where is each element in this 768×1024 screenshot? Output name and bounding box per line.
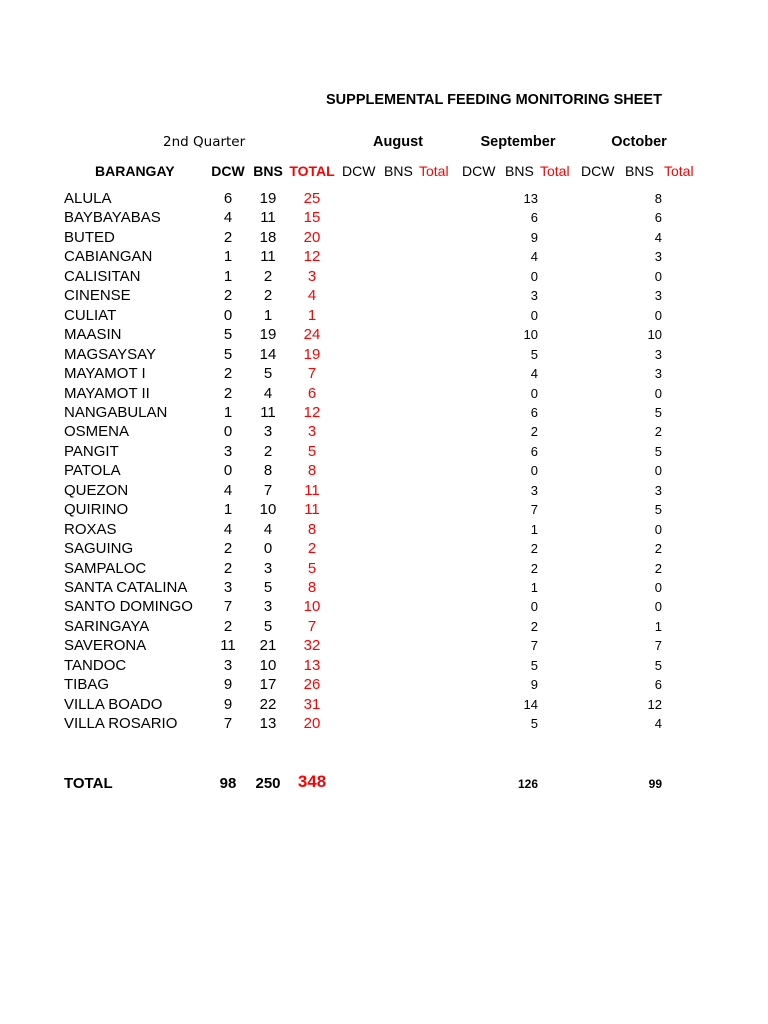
totals-september: 126 — [517, 777, 538, 791]
total-value: 5 — [307, 559, 317, 577]
totals-label: TOTAL — [64, 775, 113, 792]
october-total-value: 0 — [654, 599, 662, 615]
quarter-label: 2nd Quarter — [163, 134, 246, 150]
bns-value: 2 — [263, 442, 273, 460]
september-total-value: 3 — [530, 288, 538, 304]
table-row — [0, 325, 768, 344]
total-value: 8 — [307, 520, 317, 538]
total-value: 10 — [303, 598, 321, 616]
barangay-name: MAYAMOT I — [64, 365, 146, 383]
september-total-value: 6 — [530, 404, 538, 420]
barangay-name: TANDOC — [64, 656, 127, 674]
september-total-value: 2 — [530, 424, 538, 440]
october-total-value: 3 — [654, 366, 662, 382]
barangay-name: CINENSE — [64, 287, 131, 305]
october-total-value: 5 — [654, 502, 662, 518]
bns-value: 1 — [263, 306, 273, 324]
header-august-dcw: DCW — [342, 163, 376, 179]
bns-value: 10 — [259, 501, 277, 519]
september-total-value: 3 — [530, 482, 538, 498]
totals-october: 99 — [648, 777, 662, 791]
dcw-value: 2 — [223, 540, 233, 558]
totals-dcw: 98 — [219, 775, 237, 792]
september-total-value: 7 — [530, 638, 538, 654]
october-total-value: 7 — [654, 638, 662, 654]
october-total-value: 2 — [654, 424, 662, 440]
dcw-value: 4 — [223, 481, 233, 499]
dcw-value: 7 — [223, 715, 233, 733]
september-total-value: 1 — [530, 580, 538, 595]
september-total-value: 2 — [530, 618, 538, 634]
total-value: 11 — [304, 481, 320, 499]
table-row — [0, 656, 768, 675]
october-total-value: 6 — [654, 210, 662, 226]
september-total-value: 6 — [530, 210, 538, 226]
dcw-value: 2 — [223, 559, 233, 577]
table-row — [0, 422, 768, 441]
bns-value: 0 — [263, 540, 273, 558]
dcw-value: 4 — [223, 209, 233, 227]
bns-value: 11 — [260, 403, 276, 421]
dcw-value: 0 — [223, 423, 233, 441]
october-total-value: 5 — [654, 443, 662, 459]
barangay-name: SAMPALOC — [64, 559, 147, 577]
september-total-value: 14 — [523, 696, 538, 712]
bns-value: 18 — [259, 228, 277, 246]
month-august: August — [373, 134, 423, 150]
dcw-value: 3 — [223, 579, 233, 596]
barangay-name: MAGSAYSAY — [64, 345, 156, 363]
barangay-name: SAGUING — [64, 540, 134, 558]
dcw-value: 1 — [223, 267, 233, 285]
dcw-value: 5 — [223, 345, 233, 363]
october-total-value: 3 — [654, 249, 662, 265]
barangay-name: CULIAT — [64, 306, 117, 324]
barangay-name: NANGABULAN — [64, 403, 168, 421]
barangay-name: PANGIT — [64, 442, 119, 460]
october-total-value: 1 — [654, 618, 662, 634]
dcw-value: 0 — [223, 462, 233, 480]
october-total-value: 5 — [654, 404, 662, 420]
september-total-value: 7 — [530, 502, 538, 518]
header-august-bns: BNS — [384, 163, 413, 179]
september-total-value: 10 — [523, 327, 538, 343]
table-row — [0, 714, 768, 733]
bns-value: 17 — [259, 676, 277, 694]
october-total-value: 0 — [654, 268, 662, 284]
total-value: 12 — [303, 248, 321, 266]
month-october: October — [611, 134, 667, 150]
table-row — [0, 500, 768, 519]
september-total-value: 2 — [530, 541, 538, 557]
dcw-value: 0 — [223, 306, 233, 324]
bns-value: 8 — [263, 462, 273, 480]
table-row — [0, 286, 768, 305]
barangay-name: VILLA ROSARIO — [64, 715, 178, 733]
dcw-value: 3 — [223, 442, 233, 460]
dcw-value: 2 — [223, 287, 233, 305]
total-value: 15 — [303, 209, 321, 227]
september-total-value: 9 — [530, 229, 538, 245]
dcw-value: 1 — [223, 403, 233, 421]
october-total-value: 3 — [654, 482, 662, 498]
dcw-value: 9 — [223, 695, 233, 713]
october-total-value: 0 — [654, 580, 662, 595]
bns-value: 5 — [263, 617, 273, 635]
table-row — [0, 442, 768, 461]
table-row — [0, 481, 768, 500]
october-total-value: 10 — [647, 327, 662, 343]
october-total-value: 3 — [654, 288, 662, 304]
dcw-value: 1 — [223, 501, 233, 519]
barangay-name: CALISITAN — [64, 267, 141, 285]
bns-value: 10 — [259, 656, 277, 674]
barangay-name: ALULA — [64, 190, 112, 207]
bns-value: 21 — [259, 637, 277, 655]
september-total-value: 0 — [530, 463, 538, 479]
october-total-value: 3 — [654, 346, 662, 362]
table-row — [0, 617, 768, 636]
total-value: 20 — [303, 228, 321, 246]
total-value: 24 — [303, 326, 321, 344]
table-row — [0, 559, 768, 578]
barangay-name: MAYAMOT II — [64, 384, 150, 402]
dcw-value: 1 — [223, 248, 233, 266]
header-october-dcw: DCW — [581, 163, 615, 179]
total-value: 3 — [307, 423, 317, 441]
header-october-bns: BNS — [625, 163, 654, 179]
total-value: 32 — [303, 637, 321, 655]
dcw-value: 4 — [223, 520, 233, 538]
table-row — [0, 228, 768, 247]
table-row — [0, 578, 768, 597]
table-row — [0, 306, 768, 325]
bns-value: 3 — [263, 559, 273, 577]
bns-value: 2 — [263, 287, 273, 305]
barangay-name: CABIANGAN — [64, 248, 153, 266]
october-total-value: 2 — [654, 541, 662, 557]
bns-value: 4 — [263, 520, 273, 538]
dcw-value: 7 — [223, 598, 233, 616]
total-value: 20 — [303, 715, 321, 733]
total-value: 8 — [307, 579, 317, 596]
table-row — [0, 208, 768, 227]
bns-value: 22 — [259, 695, 277, 713]
total-value: 4 — [307, 287, 317, 305]
october-total-value: 12 — [647, 696, 662, 712]
total-value: 8 — [307, 462, 317, 480]
table-row — [0, 461, 768, 480]
table-row — [0, 403, 768, 422]
september-total-value: 5 — [530, 716, 538, 732]
october-total-value: 4 — [654, 716, 662, 732]
header-total: TOTAL — [289, 163, 335, 179]
total-value: 26 — [303, 676, 321, 694]
bns-value: 2 — [263, 267, 273, 285]
september-total-value: 0 — [530, 385, 538, 401]
header-barangay: BARANGAY — [95, 163, 175, 179]
table-row — [0, 345, 768, 364]
bns-value: 14 — [259, 345, 277, 363]
september-total-value: 2 — [530, 560, 538, 576]
table-row — [0, 636, 768, 655]
dcw-value: 2 — [223, 228, 233, 246]
header-september-dcw: DCW — [462, 163, 496, 179]
total-value: 6 — [307, 384, 317, 402]
total-value: 12 — [303, 403, 321, 421]
september-total-value: 0 — [530, 599, 538, 615]
month-september: September — [480, 134, 556, 150]
header-bns: BNS — [253, 163, 283, 179]
table-row — [0, 364, 768, 383]
barangay-name: SARINGAYA — [64, 617, 150, 635]
table-row — [0, 247, 768, 266]
total-value: 5 — [307, 442, 317, 460]
barangay-name: TIBAG — [64, 676, 110, 694]
september-total-value: 0 — [530, 307, 538, 323]
total-value: 11 — [304, 501, 320, 519]
bns-value: 19 — [259, 190, 277, 207]
header-dcw: DCW — [211, 163, 245, 179]
september-total-value: 4 — [530, 366, 538, 382]
dcw-value: 2 — [223, 365, 233, 383]
october-total-value: 0 — [654, 463, 662, 479]
dcw-value: 11 — [220, 637, 236, 655]
barangay-name: SAVERONA — [64, 637, 147, 655]
dcw-value: 3 — [223, 656, 233, 674]
september-total-value: 6 — [530, 443, 538, 459]
barangay-name: VILLA BOADO — [64, 695, 163, 713]
barangay-name: QUIRINO — [64, 501, 129, 519]
table-row — [0, 384, 768, 403]
barangay-name: SANTA CATALINA — [64, 579, 188, 596]
header-october-total: Total — [664, 163, 694, 179]
september-total-value: 4 — [530, 249, 538, 265]
dcw-value: 2 — [223, 617, 233, 635]
total-value: 31 — [303, 695, 321, 713]
bns-value: 3 — [263, 423, 273, 441]
september-total-value: 5 — [530, 657, 538, 673]
table-row — [0, 597, 768, 616]
total-value: 7 — [307, 617, 317, 635]
totals-row — [0, 774, 768, 794]
table-row — [0, 539, 768, 558]
total-value: 2 — [307, 540, 317, 558]
header-september-bns: BNS — [505, 163, 534, 179]
table-row — [0, 675, 768, 694]
table-row — [0, 189, 768, 208]
barangay-name: BUTED — [64, 228, 115, 246]
september-total-value: 13 — [523, 191, 538, 206]
october-total-value: 8 — [654, 191, 662, 206]
barangay-name: QUEZON — [64, 481, 129, 499]
october-total-value: 2 — [654, 560, 662, 576]
bns-value: 5 — [263, 365, 273, 383]
september-total-value: 0 — [530, 268, 538, 284]
table-row — [0, 695, 768, 714]
barangay-name: ROXAS — [64, 520, 117, 538]
bns-value: 7 — [263, 481, 273, 499]
total-value: 1 — [307, 306, 317, 324]
barangay-name: BAYBAYABAS — [64, 209, 161, 227]
october-total-value: 5 — [654, 657, 662, 673]
dcw-value: 9 — [223, 676, 233, 694]
table-row — [0, 267, 768, 286]
bns-value: 3 — [263, 598, 273, 616]
dcw-value: 5 — [223, 326, 233, 344]
bns-value: 19 — [259, 326, 277, 344]
bns-value: 13 — [259, 715, 277, 733]
table-row — [0, 520, 768, 539]
barangay-name: PATOLA — [64, 462, 121, 480]
total-value: 3 — [307, 267, 317, 285]
october-total-value: 4 — [654, 229, 662, 245]
totals-bns: 250 — [255, 775, 281, 792]
totals-total: 348 — [297, 772, 327, 791]
sheet-title: SUPPLEMENTAL FEEDING MONITORING SHEET — [326, 92, 662, 108]
october-total-value: 0 — [654, 521, 662, 537]
barangay-name: OSMENA — [64, 423, 130, 441]
total-value: 7 — [307, 365, 317, 383]
september-total-value: 9 — [530, 677, 538, 693]
dcw-value: 2 — [223, 384, 233, 402]
total-value: 25 — [303, 190, 321, 207]
bns-value: 4 — [263, 384, 273, 402]
september-total-value: 1 — [530, 521, 538, 537]
barangay-name: SANTO DOMINGO — [64, 598, 193, 616]
october-total-value: 6 — [654, 677, 662, 693]
header-august-total: Total — [419, 163, 449, 179]
total-value: 13 — [303, 656, 321, 674]
october-total-value: 0 — [654, 307, 662, 323]
bns-value: 11 — [260, 209, 276, 227]
header-september-total: Total — [540, 163, 570, 179]
october-total-value: 0 — [654, 385, 662, 401]
barangay-name: MAASIN — [64, 326, 122, 344]
dcw-value: 6 — [223, 190, 233, 207]
bns-value: 11 — [260, 248, 276, 266]
september-total-value: 5 — [530, 346, 538, 362]
bns-value: 5 — [263, 579, 273, 596]
total-value: 19 — [303, 345, 321, 363]
